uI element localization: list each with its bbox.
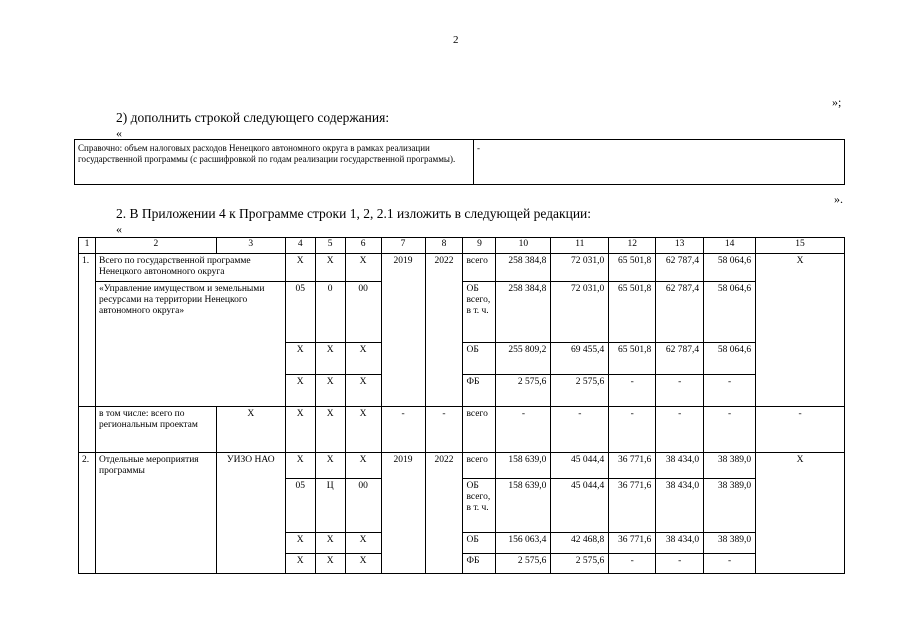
program-table [78, 237, 845, 574]
year-value: 69 455,4 [551, 343, 609, 375]
cell: Х [285, 375, 315, 407]
funding-source: всего [463, 407, 496, 453]
row-name: «Управление имуществом и земельными ресурсами на территории Ненецкого автономного округа» [95, 282, 285, 407]
funding-source: ОБ [463, 533, 496, 554]
col-header: 7 [381, 238, 425, 254]
col-header: 4 [285, 238, 315, 254]
year-value: 72 031,0 [551, 282, 609, 343]
year-value: 62 787,4 [656, 343, 704, 375]
total-value: 258 384,8 [496, 254, 551, 282]
year-value: - [609, 407, 656, 453]
col-header: 1 [79, 238, 96, 254]
opening-quote: « [116, 222, 122, 236]
row-number: 1. [79, 254, 96, 407]
total-value: 2 575,6 [496, 375, 551, 407]
table-row [79, 254, 845, 282]
cell: Ц [315, 479, 345, 533]
end-year: 2022 [425, 453, 463, 574]
year-value: 38 389,0 [704, 479, 756, 533]
year-value: 42 468,8 [551, 533, 609, 554]
year-value: - [551, 407, 609, 453]
col-header: 3 [216, 238, 285, 254]
year-value: 38 434,0 [656, 479, 704, 533]
col-header: 11 [551, 238, 609, 254]
table-row [79, 453, 845, 479]
cell: 00 [345, 479, 381, 533]
col-header: 13 [656, 238, 704, 254]
year-value: - [704, 375, 756, 407]
col-header: 8 [425, 238, 463, 254]
year-value: 38 389,0 [704, 453, 756, 479]
closing-quote: »; [832, 95, 842, 109]
total-value: - [496, 407, 551, 453]
end-year: - [425, 407, 463, 453]
heading-appendix: 2. В Приложении 4 к Программе строки 1, 2, 2.1 изложить в следующей редакции: [116, 206, 592, 221]
cell: Х [756, 453, 845, 574]
col-header: 14 [704, 238, 756, 254]
executor: УИЗО НАО [216, 453, 285, 574]
col-header: 2 [95, 238, 216, 254]
col-header: 6 [345, 238, 381, 254]
year-value: 38 389,0 [704, 533, 756, 554]
total-value: 158 639,0 [496, 453, 551, 479]
cell: 0 [315, 282, 345, 343]
year-value: 36 771,6 [609, 479, 656, 533]
heading-add-row: 2) дополнить строкой следующего содержания: [116, 110, 390, 125]
cell: Х [345, 254, 381, 282]
year-value: 2 575,6 [551, 375, 609, 407]
cell: Х [216, 407, 285, 453]
funding-source: ОБ всего, в т. ч. [463, 282, 496, 343]
year-value: 65 501,8 [609, 254, 656, 282]
year-value: 65 501,8 [609, 282, 656, 343]
cell: Х [315, 554, 345, 574]
year-value: 45 044,4 [551, 453, 609, 479]
cell: Х [315, 375, 345, 407]
year-value: 2 575,6 [551, 554, 609, 574]
cell: Х [315, 407, 345, 453]
row-name: в том числе: всего по региональным проектам [95, 407, 216, 453]
cell: Х [345, 375, 381, 407]
funding-source: ФБ [463, 554, 496, 574]
total-value: 255 809,2 [496, 343, 551, 375]
year-value: 36 771,6 [609, 533, 656, 554]
total-value: 156 063,4 [496, 533, 551, 554]
total-value: 2 575,6 [496, 554, 551, 574]
reference-text: Справочно: объем налоговых расходов Ненецкого автономного округа в рамках реализации государственной программы (с расшифровкой по годам реализации государственной программы). [75, 140, 474, 185]
total-value: 158 639,0 [496, 479, 551, 533]
reference-table [74, 139, 845, 185]
cell: Х [285, 453, 315, 479]
year-value: 38 434,0 [656, 533, 704, 554]
col-header: 9 [463, 238, 496, 254]
col-header: 15 [756, 238, 845, 254]
year-value: 72 031,0 [551, 254, 609, 282]
cell: Х [345, 407, 381, 453]
reference-row [75, 140, 845, 185]
year-value: - [656, 375, 704, 407]
cell: Х [285, 533, 315, 554]
funding-source: ФБ [463, 375, 496, 407]
cell: Х [285, 407, 315, 453]
closing-quote: ». [834, 192, 843, 206]
cell: - [756, 407, 845, 453]
table-row [79, 407, 845, 453]
funding-source: всего [463, 453, 496, 479]
year-value: 58 064,6 [704, 254, 756, 282]
year-value: - [704, 554, 756, 574]
row-name: Всего по государственной программе Ненецкого автономного округа [95, 254, 285, 282]
start-year: 2019 [381, 254, 425, 407]
page-number: 2 [453, 34, 459, 46]
year-value: 45 044,4 [551, 479, 609, 533]
year-value: - [704, 407, 756, 453]
cell: Х [345, 453, 381, 479]
start-year: - [381, 407, 425, 453]
col-header: 5 [315, 238, 345, 254]
start-year: 2019 [381, 453, 425, 574]
year-value: - [656, 407, 704, 453]
funding-source: ОБ всего, в т. ч. [463, 479, 496, 533]
cell: Х [345, 554, 381, 574]
cell: Х [345, 343, 381, 375]
cell: Х [315, 533, 345, 554]
year-value: 58 064,6 [704, 282, 756, 343]
cell: 05 [285, 282, 315, 343]
year-value: 65 501,8 [609, 343, 656, 375]
cell: 00 [345, 282, 381, 343]
cell: Х [345, 533, 381, 554]
row-name: Отдельные мероприятия программы [95, 453, 216, 574]
cell: Х [285, 343, 315, 375]
funding-source: всего [463, 254, 496, 282]
cell: Х [756, 254, 845, 407]
cell: Х [315, 254, 345, 282]
cell: 05 [285, 479, 315, 533]
funding-source: ОБ [463, 343, 496, 375]
year-value: 38 434,0 [656, 453, 704, 479]
col-header: 12 [609, 238, 656, 254]
cell: Х [285, 554, 315, 574]
cell: Х [285, 254, 315, 282]
reference-value: - [474, 140, 845, 185]
year-value: 36 771,6 [609, 453, 656, 479]
cell: Х [315, 343, 345, 375]
year-value: 62 787,4 [656, 254, 704, 282]
col-header: 10 [496, 238, 551, 254]
year-value: - [656, 554, 704, 574]
year-value: 58 064,6 [704, 343, 756, 375]
year-value: 62 787,4 [656, 282, 704, 343]
end-year: 2022 [425, 254, 463, 407]
total-value: 258 384,8 [496, 282, 551, 343]
cell: Х [315, 453, 345, 479]
row-number: 2. [79, 453, 96, 574]
year-value: - [609, 375, 656, 407]
header-row [79, 238, 845, 254]
opening-quote: « [116, 126, 122, 140]
year-value: - [609, 554, 656, 574]
